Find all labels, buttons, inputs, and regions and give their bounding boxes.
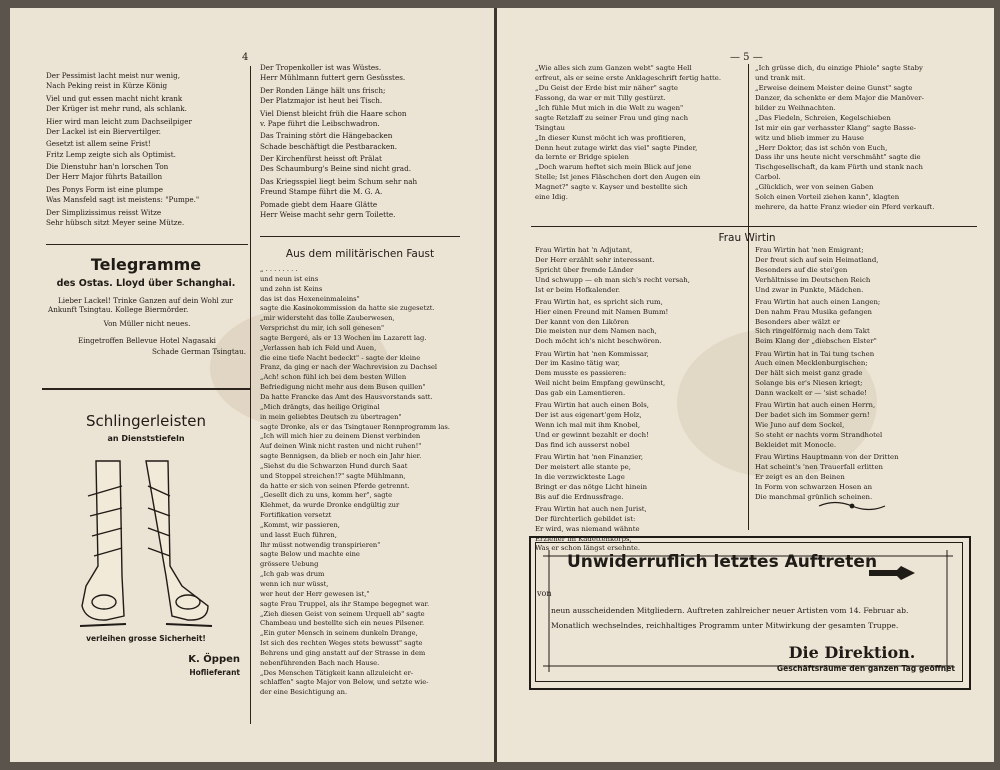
article-line: Chambeau und bestellte sich ein neues Pilsener.	[260, 619, 425, 628]
rhyme-line: Der Kirchenfürst heisst oft Prälat	[260, 154, 382, 164]
quote-line: Solch einen Vorteil ziehen kann", klagten	[755, 193, 900, 202]
verse-line: Der meistert alle stante pe,	[535, 463, 631, 471]
article-line: grössere Uebung	[260, 560, 319, 569]
article-line: und neun ist eins	[260, 274, 319, 283]
article-line: sagte Below und machte eine	[260, 550, 360, 559]
rhyme-line: Der Tropenkoller ist was Wüstes.	[260, 63, 382, 72]
rhyme-line: Schade beschäftigt die Pestbaracken.	[260, 141, 398, 151]
verse-line: Frau Wirtin hat 'n Adjutant,	[535, 246, 633, 254]
rhyme-line: Sehr hübsch sitzt Meyer seine Mütze.	[46, 217, 185, 227]
verse-line: Bringt er das nötge Licht hinein	[535, 482, 648, 491]
rhyme-line: Des Ponys Form ist eine plumpe	[46, 184, 164, 194]
article-line: die eine tiefe Nacht bedeckt" - sagte der kleine	[260, 353, 421, 362]
verse-line: Der badet sich im Sommer gern!	[755, 411, 870, 420]
quote-line: Stelle; Ist jenes Fläschchen dort den Augen ein	[535, 173, 701, 182]
verse-line: Frau Wirtin hat auch nen Jurist,	[535, 504, 647, 513]
article-line: „ . . . . . . . .	[260, 265, 298, 273]
left-page	[10, 8, 494, 762]
quote-line: Denn heut zutage wirkt das viel" sagte Pinder,	[535, 143, 698, 152]
rhyme-line: Des Schaumburg's Beine sind nicht grad.	[260, 164, 411, 174]
rhyme-line: Viel Dienst bleicht früh die Haare schon	[260, 108, 407, 118]
rhyme-line: Pomade giebt dem Haare Glätte	[260, 199, 378, 209]
verse-line: Frau Wirtin hat 'nen Kommissar,	[535, 349, 649, 358]
quote-line: „Wie alles sich zum Ganzen webt" sagte Hell	[535, 64, 692, 72]
rhyme-line: Was Mansfeld sagt ist meistens: "Pumpe."	[46, 195, 200, 205]
column-divider	[748, 64, 749, 530]
article-line: sagte Bennigsen, da blieb er noch ein Jahr hier.	[260, 452, 422, 461]
advert-slogan: verleihen grosse Sicherheit!	[86, 634, 206, 643]
rhyme-column-right	[260, 64, 458, 221]
quote-line: mehrere, da hatte Franz wieder ein Pferd verkauft.	[755, 203, 935, 212]
verse-line: Beim Klang der „diebschen Elster"	[755, 337, 877, 346]
article-line: Befriedigung nicht mehr aus dem Busen quillen"	[260, 383, 426, 392]
article-line: Behrens und ging anstatt auf der Strasse in dem	[260, 648, 426, 657]
verse-line: Er wird, was niemand wähnte	[535, 524, 640, 533]
article-line: Ist sich des rechten Weges stets bewusst" sagte	[260, 639, 423, 648]
article-line: „Gesellt dich zu uns, komm her", sagte	[260, 491, 393, 500]
verse-line: Ist er beim Hofkalender.	[535, 285, 621, 294]
verse-line: Wie Juno auf dem Sockel,	[755, 421, 845, 430]
wirtin-column-right	[755, 246, 977, 503]
article-line: Versprichst du mir, ich soll genesen"	[260, 324, 385, 333]
verse-line: Und schwupp — eh man sich's recht versah,	[535, 275, 690, 284]
verse-line: Und er gewinnt bezahlt er doch!	[535, 430, 649, 439]
section-divider	[46, 244, 248, 245]
verse-line: Die meisten nur dem Namen nach,	[535, 327, 657, 336]
quote-line: Carbol.	[755, 173, 781, 182]
announcement-von: von	[537, 589, 552, 598]
verse-line: Besonders aber wälzt er	[755, 317, 841, 326]
verse-line: Erzieher im Kadettenkorps,	[535, 534, 632, 543]
quote-line: Magnet?" sagte v. Kayser und bestellte sich	[535, 183, 688, 192]
announcement-line: neun ausscheidenden Mitgliedern. Auftreten zahlreicher neuer Artisten vom 14. Februar ab.	[551, 606, 909, 615]
verse-line: Auch einen Mecklenburgischen;	[755, 359, 868, 368]
announcement-signature: Die Direktion.	[788, 643, 916, 662]
quote-line: da lernte er Bridge spielen	[535, 153, 629, 162]
article-line: der eine Besichtigung an.	[260, 688, 348, 697]
quote-line: „Doch warum heftet sich mein Blick auf jene	[535, 163, 692, 172]
article-line: und lasst Euch führen,	[260, 530, 337, 539]
article-line: Ihr müsst notwendig transpirieren"	[260, 540, 381, 549]
verse-line: So steht er nachts vorm Strandhotel	[755, 430, 883, 439]
page-number: — 5 —	[730, 52, 763, 63]
quote-line: Danzer, da schenkte er dem Major die Manöver-	[755, 93, 924, 102]
article-line: sagte Bergeré, als er 13 Wochen im Lazarett lag.	[260, 333, 427, 342]
announcement-footer: Geschäftsräume den ganzen Tag geöffnet	[776, 664, 955, 673]
rhyme-line: Fritz Lemp zeigte sich als Optimist.	[46, 149, 176, 159]
quote-line: bilder zu Weihnachten.	[755, 103, 836, 112]
article-line: „Des Menschen Tätigkeit kann allzuleicht er-	[260, 668, 414, 677]
quote-line: Fassong, da war er mit Tilly gestürzt.	[535, 93, 666, 102]
rhyme-line: Herr Weise macht sehr gern Toilette.	[260, 209, 396, 219]
verse-line: Frau Wirtins Hauptmann von der Dritten	[755, 453, 899, 462]
verse-line: Das gab ein Lamentieren.	[535, 389, 626, 398]
advert-name: K. Öppen	[188, 654, 240, 665]
article-line: in mein geliebtes Deutsch zu übertragen"	[260, 412, 402, 421]
verse-line: Was er schon längst ersehnte.	[535, 544, 641, 553]
announcement-line: Monatlich wechselndes, reichhaltiges Programm unter Mitwirkung der gesamten Truppe.	[551, 621, 899, 630]
article-line: sagte Dronke, als er das Tsingtauer Rennprogramm las.	[260, 422, 450, 431]
verse-line: Sich ringelförmig nach dem Takt	[755, 327, 870, 336]
article-line: und Stoppel streichen!?" sagte Mühlmann,	[260, 471, 406, 480]
verse-line: Er zeigt es an den Beinen	[755, 472, 845, 481]
article-line: Auf deinen Wink nicht rasten und nicht ruhen!"	[260, 442, 422, 451]
article-line: „Siehst du die Schwarzen Hund durch Saat	[260, 461, 408, 470]
article-line: sagte Frau Truppel, als ihr Stampe begegnet war.	[260, 599, 430, 608]
verse-line: Die manchmal grünlich scheinen.	[755, 492, 873, 501]
verse-line: Doch möcht ich's nicht beschwören.	[535, 337, 662, 346]
telegram-line: Schade German Tsingtau.	[151, 347, 246, 357]
verse-line: Frau Wirtin hat 'nen Finanzier,	[535, 453, 644, 462]
verse-line: Weil nicht beim Empfang gewünscht,	[535, 379, 666, 388]
verse-line: Und zwar in Punkte, Mädchen.	[755, 285, 864, 294]
telegram-title: Telegramme	[90, 255, 202, 274]
verse-line: Dann wackelt er — 'sist schade!	[755, 389, 867, 398]
column-divider	[250, 66, 251, 724]
article-line: Franz, da ging er nach der Wachrevision zu Dachsel	[260, 363, 438, 372]
verse-line: Der hält sich meist ganz grade	[755, 369, 863, 378]
boots-illustration	[76, 456, 216, 628]
article-line: „Verlassen hab ich Feld und Auen,	[260, 343, 377, 352]
quote-line: „Herr Doktor, das ist schön von Euch,	[755, 143, 888, 152]
rhyme-line: Hier wird man leicht zum Dachseilpiger	[46, 116, 192, 126]
rhyme-line: Der Platzmajor ist heut bei Tisch.	[260, 95, 383, 105]
advert-title: Schlingerleisten	[85, 412, 207, 430]
rhyme-line: Der Krüger ist mehr rund, als schlank.	[46, 103, 187, 113]
advert-role: Hoflieferant	[189, 668, 240, 677]
ornament-icon	[817, 499, 887, 513]
article-title: Aus dem militärischen Faust	[285, 248, 435, 260]
section-divider	[531, 226, 977, 227]
pointing-hand-icon	[867, 564, 917, 582]
quote-column-left	[535, 64, 741, 203]
article-line: „Mich drängts, das heilige Original	[260, 402, 380, 411]
wirtin-column-left	[535, 246, 741, 554]
verse-line: Der Herr erzählt sehr interessant.	[535, 255, 655, 264]
rhyme-line: Viel und gut essen macht nicht krank	[46, 93, 183, 103]
rhyme-line: Das Training stört die Hängebacken	[260, 131, 393, 141]
rhyme-line: Der Herr Major führts Bataillon	[46, 172, 163, 182]
verse-line: Das find ich ausserst nobel	[535, 440, 630, 449]
verse-line: Der kannt von den Likören	[535, 317, 629, 326]
telegram-body	[48, 297, 246, 359]
verse-line: Hier einen Freund mit Namen Bumm!	[535, 307, 669, 316]
quote-line: Tsingtau	[535, 123, 565, 132]
verse-line: Frau Wirtin hat auch einen Bols,	[535, 401, 649, 410]
article-line: „Ich will mich hier zu deinem Dienst verbinden	[260, 432, 421, 441]
verse-line: Der fürchterlich gebildet ist:	[535, 514, 636, 523]
article-line: „mir widersteht das tolle Zauberwesen,	[260, 314, 395, 323]
quote-line: sagte Retzlaff zu seiner Frau und ging nach	[535, 113, 689, 122]
article-line: und zehn ist Keins	[260, 284, 323, 293]
article-line: wer heut der Herr gewesen ist,"	[260, 589, 370, 598]
rhyme-line: Der Ronden Länge hält uns frisch;	[260, 85, 386, 95]
rhyme-line: Die Dienstuhr han'n lorschen Ton	[46, 162, 169, 172]
verse-line: Dem musste es passieren:	[535, 369, 627, 378]
section-divider	[260, 236, 460, 237]
verse-line: Frau Wirtin hat 'nen Emigrant;	[755, 246, 864, 254]
verse-line: Verhältnisse im Deutschen Reich	[755, 275, 871, 284]
telegram-text: Lieber Lackel! Trinke Ganzen auf dein Wohl zur Ankunft Tsingtau. Kollege Biermörder.	[48, 296, 233, 314]
article-line: nebenführenden Bach nach Hause.	[260, 658, 380, 667]
rhyme-line: Freund Stampe führt die M. G. A.	[260, 187, 383, 197]
rhyme-line: Gesetzt ist allem seine Frist!	[46, 139, 151, 149]
verse-line: Bekleidet mit Monocle.	[755, 440, 837, 449]
quote-line: „Ich grüsse dich, du einzige Phiole" sagte Staby	[755, 64, 923, 72]
telegram-line: Von Müller nicht neues.	[103, 319, 191, 329]
quote-line: „In dieser Kunst möcht ich was profitieren,	[535, 133, 686, 142]
quote-line: eine Idig.	[535, 193, 568, 202]
quote-column-right	[755, 64, 977, 213]
verse-line: Spricht über fremde Länder	[535, 265, 634, 274]
right-page	[497, 8, 994, 762]
quote-line: erfreut, als er seine erste Anklageschrift fertig hatte.	[535, 73, 722, 82]
verse-line: Den nahm Frau Musika gefangen	[755, 307, 872, 316]
verse-line: In Form von schwarzen Hosen an	[755, 482, 873, 491]
rhyme-line: v. Pape führt die Leibschwadron.	[260, 118, 380, 128]
article-line: „Ich gab was drum	[260, 570, 325, 579]
page-number: 4	[242, 52, 249, 63]
article-line: „Ach! schon fühl ich bei dem besten Willen	[260, 373, 407, 382]
quote-line: Dass ihr uns heute nicht verschmäht" sagte die	[755, 153, 921, 162]
article-line: Da hatte Francke das Amt des Hausvorstands satt.	[260, 392, 433, 401]
quote-line: „Glücklich, wer von seinen Gaben	[755, 183, 874, 192]
quote-line: Tischgesellschaft, da kam Fürth und stank nach	[755, 163, 923, 172]
article-line: „Kommt, wir passieren,	[260, 520, 340, 529]
verse-line: Hat scheint's 'nen Trauerfall erlitten	[755, 463, 883, 471]
verse-line: Frau Wirtin hat, es spricht sich rum,	[535, 297, 663, 306]
quote-line: „Ich fühle Mut mich in die Welt zu wagen"	[535, 103, 684, 112]
verse-line: Der freut sich auf sein Heimatland,	[755, 255, 879, 264]
section-divider	[42, 388, 250, 390]
rhyme-line: Herr Mühlmann futtert gern Gesüsstes.	[260, 73, 406, 83]
verse-line: Wenn ich mal mit ihm Knobel,	[535, 421, 641, 430]
article-body	[260, 265, 465, 698]
quote-line: „Das Fiedeln, Schreien, Kegelschieben	[755, 113, 891, 122]
article-line: Klehmet, da wurde Dronke endgültig zur	[260, 501, 400, 510]
article-line: sagte die Kasinokommission da hatte sie zugesetzt.	[260, 304, 435, 313]
rhyme-line: Der Lackel ist ein Biervertilger.	[46, 126, 161, 136]
article-line: „Zieh diesen Geist von seinem Urquell ab" sagte	[260, 609, 425, 618]
quote-line: witz und blieb immer zu Hause	[755, 133, 864, 142]
quote-line: „Erweise deinem Meister deine Gunst" sagte	[755, 83, 913, 92]
verse-line: Bis auf die Erdnussfrage.	[535, 492, 624, 501]
rhyme-line: Der Simplizissimus reisst Witze	[46, 207, 162, 217]
quote-line: und trank mit.	[755, 73, 806, 82]
article-line: „Ein guter Mensch in seinem dunkeln Drange,	[260, 629, 418, 638]
verse-line: Frau Wirtin hat in Tai tung tschen	[755, 349, 875, 358]
announcement-text	[551, 606, 953, 632]
rhyme-line: Nach Peking reist in Kürze König	[46, 81, 168, 91]
announcement-headline: Unwiderruflich letztes Auftreten	[567, 552, 878, 572]
verse-line: Der ist aus eigenart'gem Holz,	[535, 411, 642, 420]
article-line: Fortifikation versetzt	[260, 511, 332, 520]
article-line: da hatte er sich von seinen Pferde getrennt.	[260, 481, 410, 490]
rhyme-line: Der Pessimist lacht meist nur wenig,	[46, 71, 180, 80]
article-line: das ist das Hexeneinmaleins"	[260, 294, 360, 303]
telegram-subtitle: des Ostas. Lloyd über Schanghai.	[56, 278, 236, 289]
article-line: schlaffen" sagte Major von Below, und setzte wie-	[260, 678, 429, 687]
verse-line: Frau Wirtin hat auch einen Langen;	[755, 297, 881, 306]
quote-line: „Du Geist der Erde bist mir näher" sagte	[535, 83, 678, 92]
telegram-line: Eingetroffen Bellevue Hotel Nagasaki	[78, 335, 216, 345]
verse-line: Besonders auf die stei'gen	[755, 265, 848, 274]
rhyme-column-left	[46, 72, 244, 229]
article-line: wenn ich nur wüsst,	[260, 580, 329, 588]
verse-line: Der im Kasino tätig war,	[535, 359, 620, 368]
wirtin-title: Frau Wirtin	[718, 232, 776, 244]
verse-line: Frau Wirtin hat auch einen Herrn,	[755, 401, 876, 410]
rhyme-line: Das Kriegsspiel liegt beim Schum sehr nah	[260, 176, 418, 186]
advert-subtitle: an Dienststiefeln	[107, 434, 185, 443]
verse-line: Solange bis er's Niesen kriegt;	[755, 379, 863, 388]
quote-line: Ist mir ein gar verhasster Klang" sagte Basse-	[755, 123, 916, 132]
verse-line: In die verzwickteste Lage	[535, 472, 625, 481]
